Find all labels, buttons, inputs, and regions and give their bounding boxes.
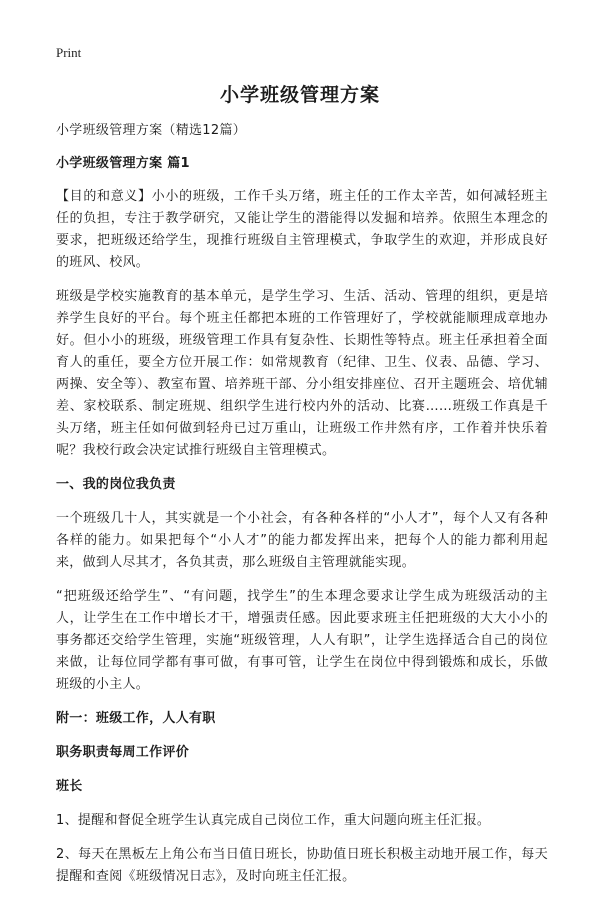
section-heading-my-post: 一、我的岗位我负责	[56, 477, 176, 492]
duty-item: 2、每天在黑板左上角公布当日值日班长，协助值日班长积极主动地开展工作，每天提醒和查阅《班级情况日志》，及时向班主任汇报。	[56, 847, 548, 884]
document-body	[56, 120, 548, 900]
paragraph-small-society: 一个班级几十人，其实就是一个小社会，有各种各样的“小人才”，每个人又有各种各样的能力。如果把每个“小人才”的能力都发挥出来，把每个人的能力都利用起来，做到人尽其才，各负其责，那么班级自主管理就能实现。	[56, 511, 548, 570]
duty-item: 1、提醒和督促全班学生认真完成自己岗位工作，重大问题向班主任汇报。	[56, 813, 491, 828]
document-subtitle: 小学班级管理方案（精选12篇）	[56, 123, 247, 138]
article-heading: 小学班级管理方案 篇1	[56, 156, 190, 171]
page-title: 小学班级管理方案	[219, 84, 380, 106]
paragraph-class-unit: 班级是学校实施教育的基本单元，是学生学习、生活、活动、管理的组织，更是培养学生良好的平台。每个班主任都把本班的工作管理好了，学校就能顺理成章地办好。但小小的班级，班级管理工作具有复杂性、长期性等特点。班主任承担着全面育人的重任，要全方位开展工作：如常规教育（纪律、卫生、仪表、品德、学习、两操、安全等）、教室布置、培养班干部、分小组安排座位、召开主题班会、培优辅差、家校联系、制定班规、组织学生进行校内外的活动、比赛……班级工作真是千头万绪，班主任如何做到轻舟已过万重山，让班级工作井然有序，工作着并快乐着呢？我校行政会决定试推行班级自主管理模式。	[56, 289, 548, 458]
print-link[interactable]: Print	[56, 45, 82, 60]
appendix-heading: 附一：班级工作，人人有职	[56, 711, 216, 726]
role-heading-monitor: 班长	[56, 779, 83, 794]
paragraph-purpose: 【目的和意义】小小的班级，工作千头万绪，班主任的工作太辛苦，如何减轻班主任的负担，专注于教学研究，又能让学生的潜能得以发掘和培养。依照生本理念的要求，把班级还给学生，现推行班级自主管理模式，争取学生的欢迎，并形成良好的班风、校风。	[56, 189, 548, 270]
paragraph-student-centered: “把班级还给学生”、“有问题，找学生”的生本理念要求让学生成为班级活动的主人，让学生在工作中增长才干，增强责任感。因此要求班主任把班级的大大小小的事务都还交给学生管理，实施“班级管理，人人有职”，让学生选择适合自己的岗位来做，让每位同学都有事可做，有事可管，让学生在岗位中得到锻炼和成长，乐做班级的小主人。	[56, 589, 548, 692]
evaluation-heading: 职务职责每周工作评价	[56, 745, 190, 760]
